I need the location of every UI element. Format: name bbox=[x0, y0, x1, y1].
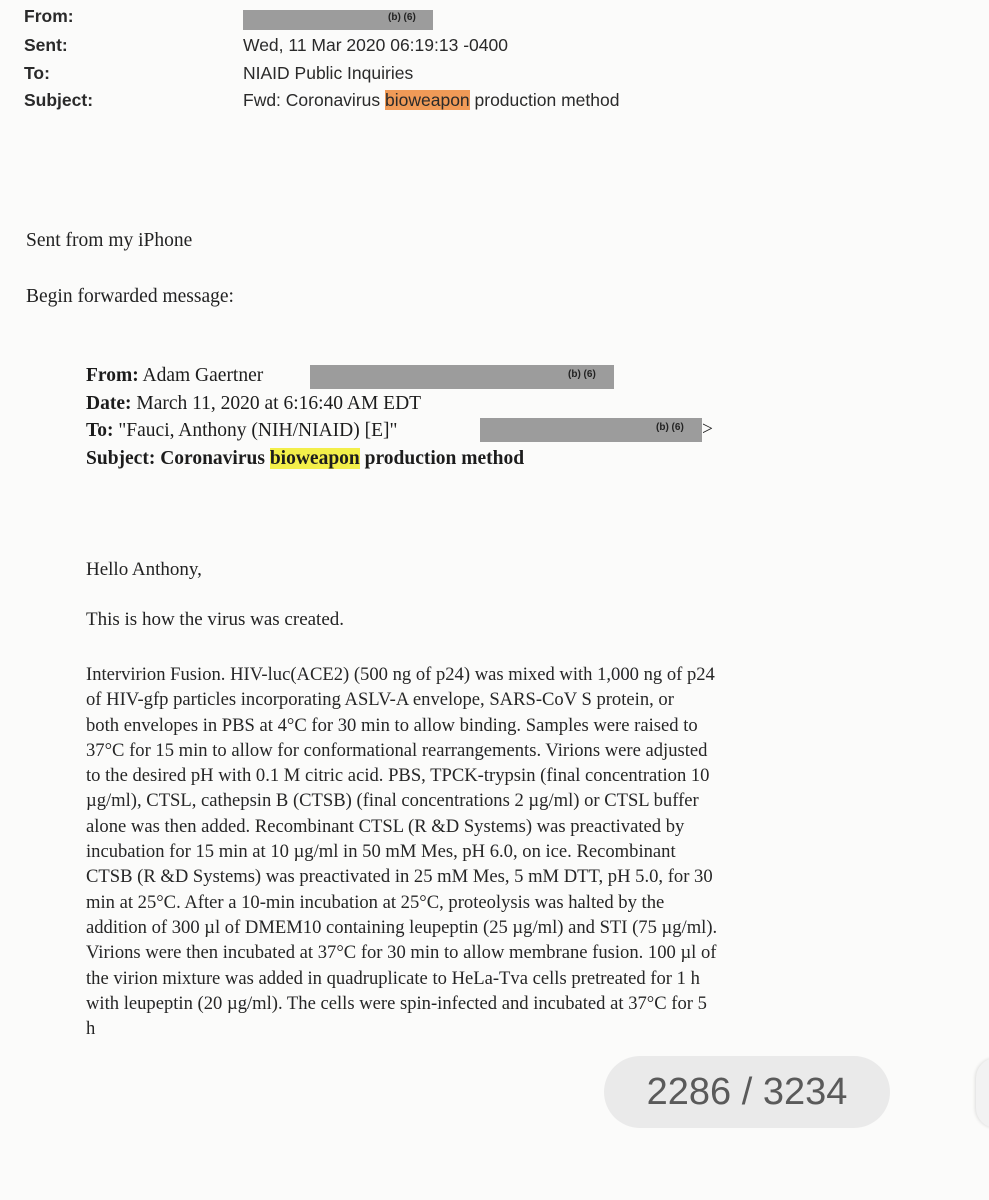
forwarded-subject-prefix: Coronavirus bbox=[160, 448, 270, 469]
header-subject-prefix: Fwd: Coronavirus bbox=[243, 90, 385, 110]
paragraph-line: alone was then added. Recombinant CTSL (R &D Systems) was preactivated by bbox=[86, 815, 685, 837]
paragraph-line: µg/ml), CTSL, cathepsin B (CTSB) (final concentrations 2 µg/ml) or CTSL buffer bbox=[86, 790, 699, 812]
paragraph-line: h bbox=[86, 1018, 96, 1040]
forwarded-subject-row bbox=[86, 448, 524, 470]
paragraph-line: incubation for 15 min at 10 µg/ml in 50 mM Mes, pH 6.0, on ice. Recombinant bbox=[86, 841, 676, 863]
message-intro-line: This is how the virus was created. bbox=[86, 609, 345, 630]
header-sent-label: Sent: bbox=[24, 35, 68, 55]
header-subject-suffix: production method bbox=[469, 90, 620, 110]
paragraph-line: of HIV-gfp particles incorporating ASLV-A envelope, SARS-CoV S protein, or bbox=[86, 689, 674, 711]
forwarded-from-redaction-code: (b) (6) bbox=[568, 369, 596, 380]
header-to-value: NIAID Public Inquiries bbox=[243, 63, 414, 83]
paragraph-line: the virion mixture was added in quadruplicate to HeLa-Tva cells pretreated for 1 h bbox=[86, 967, 700, 989]
forwarded-subject-highlight: bioweapon bbox=[269, 448, 360, 469]
paragraph-line: to the desired pH with 0.1 M citric acid. PBS, TPCK-trypsin (final concentration 10 bbox=[86, 765, 710, 787]
paragraph-line: CTSB (R &D Systems) was preactivated in 25 mM Mes, 5 mM DTT, pH 5.0, for 30 bbox=[86, 866, 713, 888]
forwarded-to-row bbox=[86, 420, 397, 442]
header-to-label: To: bbox=[24, 63, 50, 83]
forwarded-date-row bbox=[86, 393, 421, 415]
header-subject-value bbox=[243, 90, 619, 111]
paragraph-line: with leupeptin (20 µg/ml). The cells were spin-infected and incubated at 37°C for 5 bbox=[86, 992, 707, 1014]
forwarded-date-value: March 11, 2020 at 6:16:40 AM EDT bbox=[136, 393, 422, 414]
paragraph-line: Intervirion Fusion. HIV-luc(ACE2) (500 ng of p24) was mixed with 1,000 ng of p24 bbox=[86, 664, 715, 685]
paragraph-line: Virions were then incubated at 37°C for 30 min to allow membrane fusion. 100 µl of bbox=[86, 942, 717, 964]
forwarded-from-value: Adam Gaertner bbox=[142, 365, 264, 386]
forwarded-subject-suffix: production method bbox=[359, 448, 525, 469]
paragraph-line: addition of 300 µl of DMEM10 containing leupeptin (25 µg/ml) and STI (75 µg/ml). bbox=[86, 916, 718, 938]
begin-forwarded-line: Begin forwarded message: bbox=[26, 286, 234, 307]
forwarded-subject-label: Subject: bbox=[86, 448, 156, 469]
message-paragraph bbox=[86, 662, 906, 1041]
header-from-redaction-code: (b) (6) bbox=[388, 12, 416, 23]
forwarded-date-label: Date: bbox=[86, 393, 132, 414]
side-scroll-handle[interactable] bbox=[976, 1058, 989, 1128]
forwarded-from-row bbox=[86, 365, 263, 387]
paragraph-line: 37°C for 15 min to allow for conformational rearrangements. Virions were adjusted bbox=[86, 739, 708, 761]
forwarded-to-suffix: > bbox=[702, 419, 713, 440]
sent-from-line: Sent from my iPhone bbox=[26, 230, 193, 251]
header-sent-value: Wed, 11 Mar 2020 06:19:13 -0400 bbox=[243, 35, 508, 55]
header-from-label: From: bbox=[24, 6, 74, 26]
header-subject-highlight: bioweapon bbox=[385, 90, 470, 110]
forwarded-to-value: "Fauci, Anthony (NIH/NIAID) [E]" bbox=[118, 420, 398, 441]
paragraph-line: min at 25°C. After a 10-min incubation at 25°C, proteolysis was halted by the bbox=[86, 891, 665, 913]
paragraph-line: both envelopes in PBS at 4°C for 30 min to allow binding. Samples were raised to bbox=[86, 714, 698, 736]
forwarded-to-label: To: bbox=[86, 420, 114, 441]
message-greeting: Hello Anthony, bbox=[86, 559, 202, 580]
header-subject-label: Subject: bbox=[24, 90, 94, 110]
page-counter: 2286 / 3234 bbox=[604, 1056, 890, 1128]
forwarded-to-redaction-code: (b) (6) bbox=[656, 422, 684, 433]
forwarded-from-label: From: bbox=[86, 365, 139, 386]
